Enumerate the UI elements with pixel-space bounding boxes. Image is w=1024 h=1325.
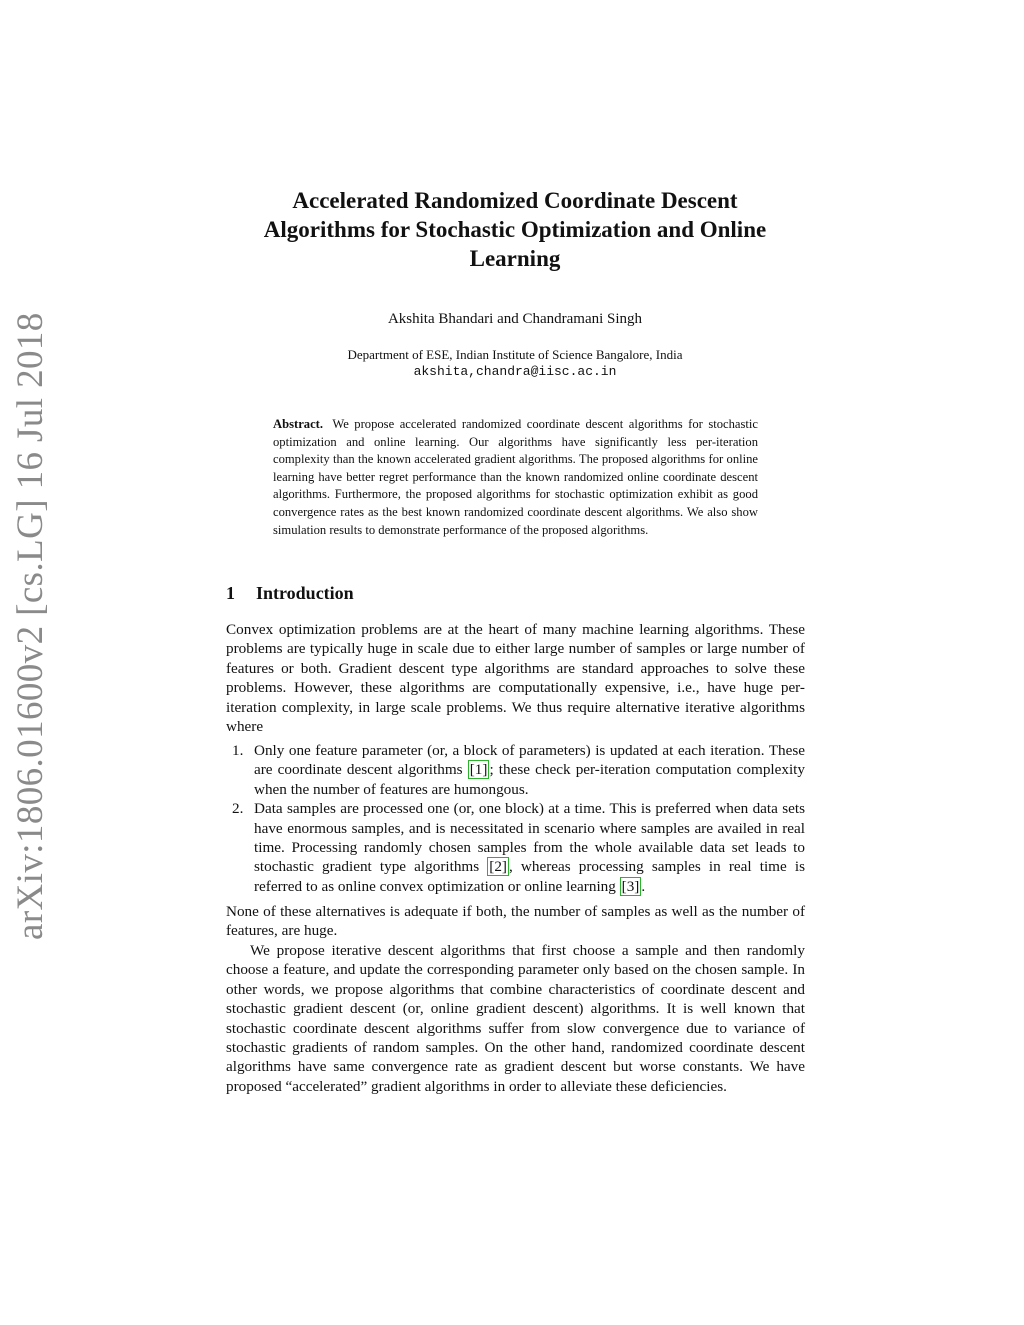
title-line-3: Learning <box>469 246 561 271</box>
list-item-text: , whereas processing samples in real time is referred to as online convex optimization or online learning <box>254 858 805 895</box>
section-title: Introduction <box>256 583 354 603</box>
affiliation-block <box>200 346 830 380</box>
title-line-1: Accelerated Randomized Coordinate Descent <box>292 188 738 213</box>
intro-paragraph-1: Convex optimization problems are at the heart of many machine learning algorithms. These problems are typically huge in scale due to either large number of samples or large number of features or both. Gradient descent type algorithms are standard approaches to solve these problems. However, these algorithms are computationally expensive, i.e., have huge per-iteration complexity, in large scale problems. We thus require alternative iterative algorithms where <box>226 621 805 736</box>
list-item-number: 1. <box>232 742 244 759</box>
citation-link[interactable]: [1] <box>469 761 488 779</box>
list-item-text: ; these check per-iteration computation complexity when the number of features are humongous. <box>254 761 805 798</box>
section-number: 1 <box>226 583 235 603</box>
affiliation: Department of ESE, Indian Institute of Science Bangalore, India <box>347 347 683 362</box>
citation-link[interactable]: [2] <box>489 858 507 876</box>
email: akshita,chandra@iisc.ac.in <box>413 364 617 379</box>
numbered-list <box>226 741 805 896</box>
section-heading <box>226 583 354 604</box>
abstract-label: Abstract. <box>273 417 324 431</box>
arxiv-stamp: arXiv:1806.01600v2 [cs.LG] 16 Jul 2018 <box>10 312 51 940</box>
list-item-text: . <box>641 877 646 895</box>
intro-paragraph-2: None of these alternatives is adequate if both, the number of samples as well as the number of features, are huge. <box>226 903 805 940</box>
list-item-text: Only one feature parameter (or, a block of parameters) is updated at each iteration. These are coordinate descent algorithms <box>254 742 805 779</box>
paper-title <box>200 186 830 273</box>
list-item-number: 2. <box>232 800 244 818</box>
abstract-text: We propose accelerated randomized coordinate descent algorithms for stochastic optimization and online learning. Our algorithms have significantly less per-iteration complexity than the known accelerated gradient algorithms. The proposed algorithms for online learning have better regret performance than the known randomized online coordinate descent algorithms. Furthermore, the proposed algorithms for stochastic optimization exhibit as good convergence rates as the best known randomized coordinate descent algorithms. We also show simulation results to demonstrate performance of the proposed algorithms. <box>273 417 758 537</box>
authors: Akshita Bhandari and Chandramani Singh <box>387 311 643 327</box>
list-item <box>226 799 805 896</box>
intro-paragraph-3: We propose iterative descent algorithms that first choose a sample and then randomly choose a feature, and update the corresponding parameter only based on the chosen sample. In other words, we propose algorithms that combine characteristics of coordinate descent and stochastic gradient descent (or, online gradient descent) algorithms. It is well known that stochastic coordinate descent algorithms suffer from slow convergence due to variance of stochastic gradients of random samples. On the other hand, randomized coordinate descent algorithms have same convergence rate as gradient descent but worse constants. We have proposed “accelerated” gradient algorithms in order to alleviate these deficiencies. <box>226 942 805 1095</box>
list-item-text: Data samples are processed one (or, one block) at a time. This is preferred when data sets have enormous samples, and is necessitated in scenario where samples are availed in real time. Processing randomly chosen samples from the whole available data set leads to stochastic gradient type algorithms <box>254 800 805 876</box>
list-item <box>226 741 805 799</box>
citation-link[interactable]: [3] <box>621 877 640 895</box>
title-line-2: Algorithms for Stochastic Optimization and Online <box>263 217 767 242</box>
abstract <box>273 416 758 539</box>
